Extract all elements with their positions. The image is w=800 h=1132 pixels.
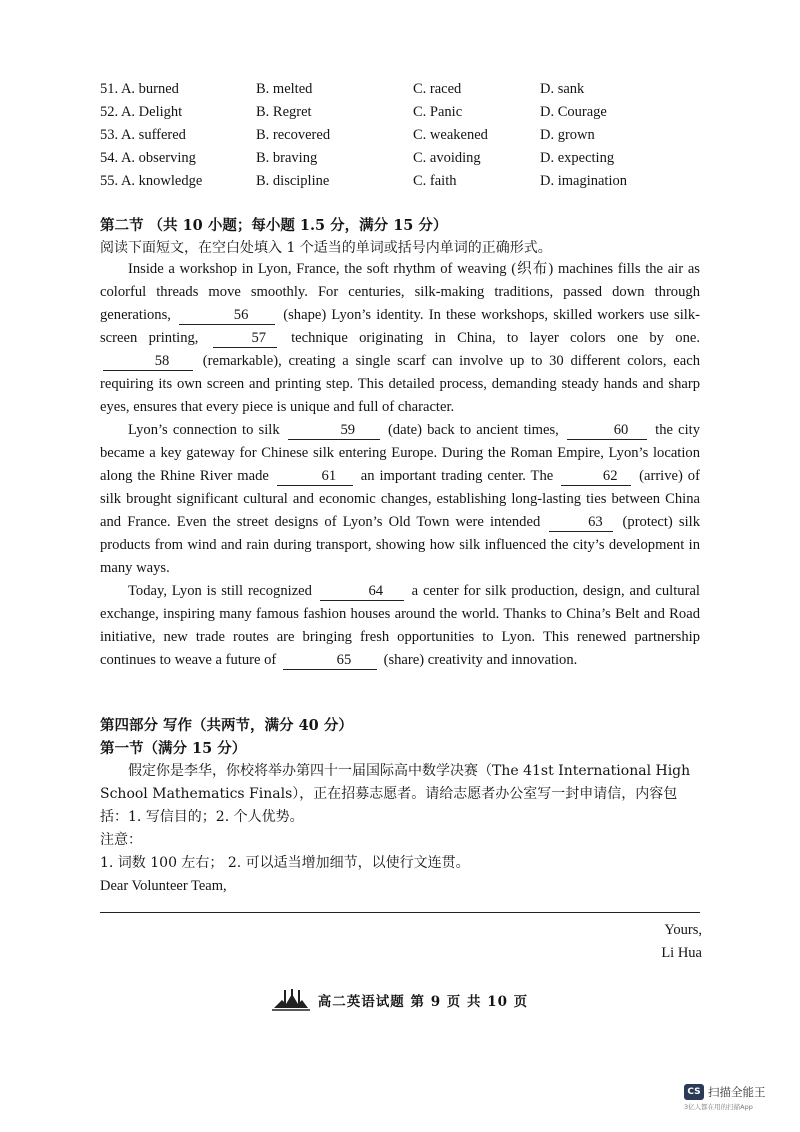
passage-text: an important trading center. The: [360, 468, 554, 484]
notes-text: 1. 词数 100 左右； 2. 可以适当增加细节，以使行文连贯。: [100, 855, 470, 871]
paragraph-1: [100, 258, 700, 419]
passage-text: (share) creativity and innovation.: [383, 652, 578, 668]
notes-label: 注意：: [100, 832, 142, 848]
paragraph-2: [100, 419, 700, 580]
blank-61[interactable]: 61: [277, 468, 353, 486]
blank-64[interactable]: 64: [320, 583, 404, 601]
passage-text: Lyon’s connection to silk: [128, 422, 280, 438]
option-b: B. melted: [256, 81, 313, 97]
cloze-passage: [100, 258, 700, 672]
answer-line[interactable]: [100, 912, 700, 913]
passage-text: technique originating in China, to layer colors one by one.: [291, 330, 700, 346]
writing-task: [100, 760, 700, 898]
writing-prompt: 假定你是李华，你校将举办第四十一届国际高中数学决赛（The 41st International High School Mathematics Finals），正在招募志愿者。请给志愿者办公室写一封申请信，内容包括：1. 写信目的；2. 个人优势。: [100, 763, 691, 825]
option-b: B. discipline: [256, 173, 330, 189]
option-a: 52. A. Delight: [100, 104, 183, 120]
option-a: 54. A. observing: [100, 150, 196, 166]
options-table: [100, 78, 720, 193]
option-c: C. raced: [413, 81, 462, 97]
passage-text: Today, Lyon is still recognized: [128, 583, 312, 599]
option-d: D. expecting: [540, 150, 615, 166]
option-d: D. imagination: [540, 173, 627, 189]
blank-56[interactable]: 56: [179, 307, 275, 325]
letter-greeting: Dear Volunteer Team,: [100, 878, 227, 894]
option-a: 55. A. knowledge: [100, 173, 203, 189]
blank-57[interactable]: 57: [213, 330, 277, 348]
option-c: C. faith: [413, 173, 457, 189]
page-footer: [0, 988, 800, 1012]
option-d: D. Courage: [540, 104, 607, 120]
blank-59[interactable]: 59: [288, 422, 380, 440]
option-c: C. avoiding: [413, 150, 481, 166]
blank-58[interactable]: 58: [103, 353, 193, 371]
option-b: B. braving: [256, 150, 318, 166]
option-row: [100, 170, 720, 193]
part4-title: 第四部分 写作（共两节，满分 40 分）: [100, 717, 353, 734]
option-row: [100, 124, 720, 147]
camscanner-icon: CS: [684, 1084, 704, 1100]
option-d: D. sank: [540, 81, 585, 97]
watermark-tagline: 3亿人都在用的扫描App: [684, 1103, 753, 1111]
passage-text: (arrive) of silk brought significant cultural and economic changes, establishing long-lasting ties between China and France. Even the street designs of Lyon’s Old Town were intended: [100, 468, 700, 530]
paragraph-3: [100, 580, 700, 672]
passage-text: (protect) silk products from wind and rain during transport, showing how silk influenced the city’s development in many ways.: [100, 514, 700, 576]
watermark-top: [684, 1084, 790, 1100]
passage-text: Inside a workshop in Lyon, France, the soft rhythm of weaving (织布) machines fills the air as colorful threads move smoothly. For centuries, silk-making traditions, passed down through generations,: [100, 261, 700, 323]
watermark-name: 扫描全能王: [708, 1085, 766, 1099]
passage-text: the city became a key gateway for Chinese silk entering Europe. During the Roman Empire, Lyon’s location along the Rhine River made: [100, 422, 701, 484]
page-number-text: 高二英语试题 第 9 页 共 10 页: [317, 994, 529, 1010]
passage-text: (remarkable), creating a single scarf can involve up to 30 different colors, each requiring its own screen and printing step. This detailed process, demanding steady hands and sharp eyes, ensures that every piece is unique and full of character.: [100, 353, 700, 415]
blank-62[interactable]: 62: [561, 468, 631, 486]
option-b: B. Regret: [256, 104, 312, 120]
part4-section1-title: 第一节（满分 15 分）: [100, 740, 247, 757]
passage-text: (shape) Lyon’s identity. In these workshops, skilled workers use silk-screen printing,: [100, 307, 701, 346]
section2-instruction: 阅读下面短文，在空白处填入 1 个适当的单词或括号内单词的正确形式。: [100, 240, 552, 256]
option-d: D. grown: [540, 127, 595, 143]
option-b: B. recovered: [256, 127, 331, 143]
option-row: [100, 78, 720, 101]
scanner-watermark: [684, 1084, 790, 1111]
option-c: C. Panic: [413, 104, 463, 120]
option-a: 53. A. suffered: [100, 127, 186, 143]
section2-title: 第二节 （共 10 小题；每小题 1.5 分，满分 15 分）: [100, 217, 448, 234]
option-row: [100, 101, 720, 124]
option-a: 51. A. burned: [100, 81, 179, 97]
letter-signature: Li Hua: [661, 945, 702, 961]
passage-text: a center for silk production, design, and cultural exchange, inspiring many famous fashion houses around the world. Thanks to China’s Belt and Road initiative, new trade routes are bringing fresh opportunities to Lyon. This renewed partnership continues to weave a future of: [100, 583, 700, 668]
option-row: [100, 147, 720, 170]
publisher-logo-icon: [272, 988, 310, 1012]
blank-65[interactable]: 65: [283, 652, 377, 670]
blank-60[interactable]: 60: [567, 422, 647, 440]
blank-63[interactable]: 63: [549, 514, 613, 532]
passage-text: (date) back to ancient times,: [387, 422, 559, 438]
option-c: C. weakened: [413, 127, 488, 143]
letter-closing: Yours,: [664, 922, 702, 938]
